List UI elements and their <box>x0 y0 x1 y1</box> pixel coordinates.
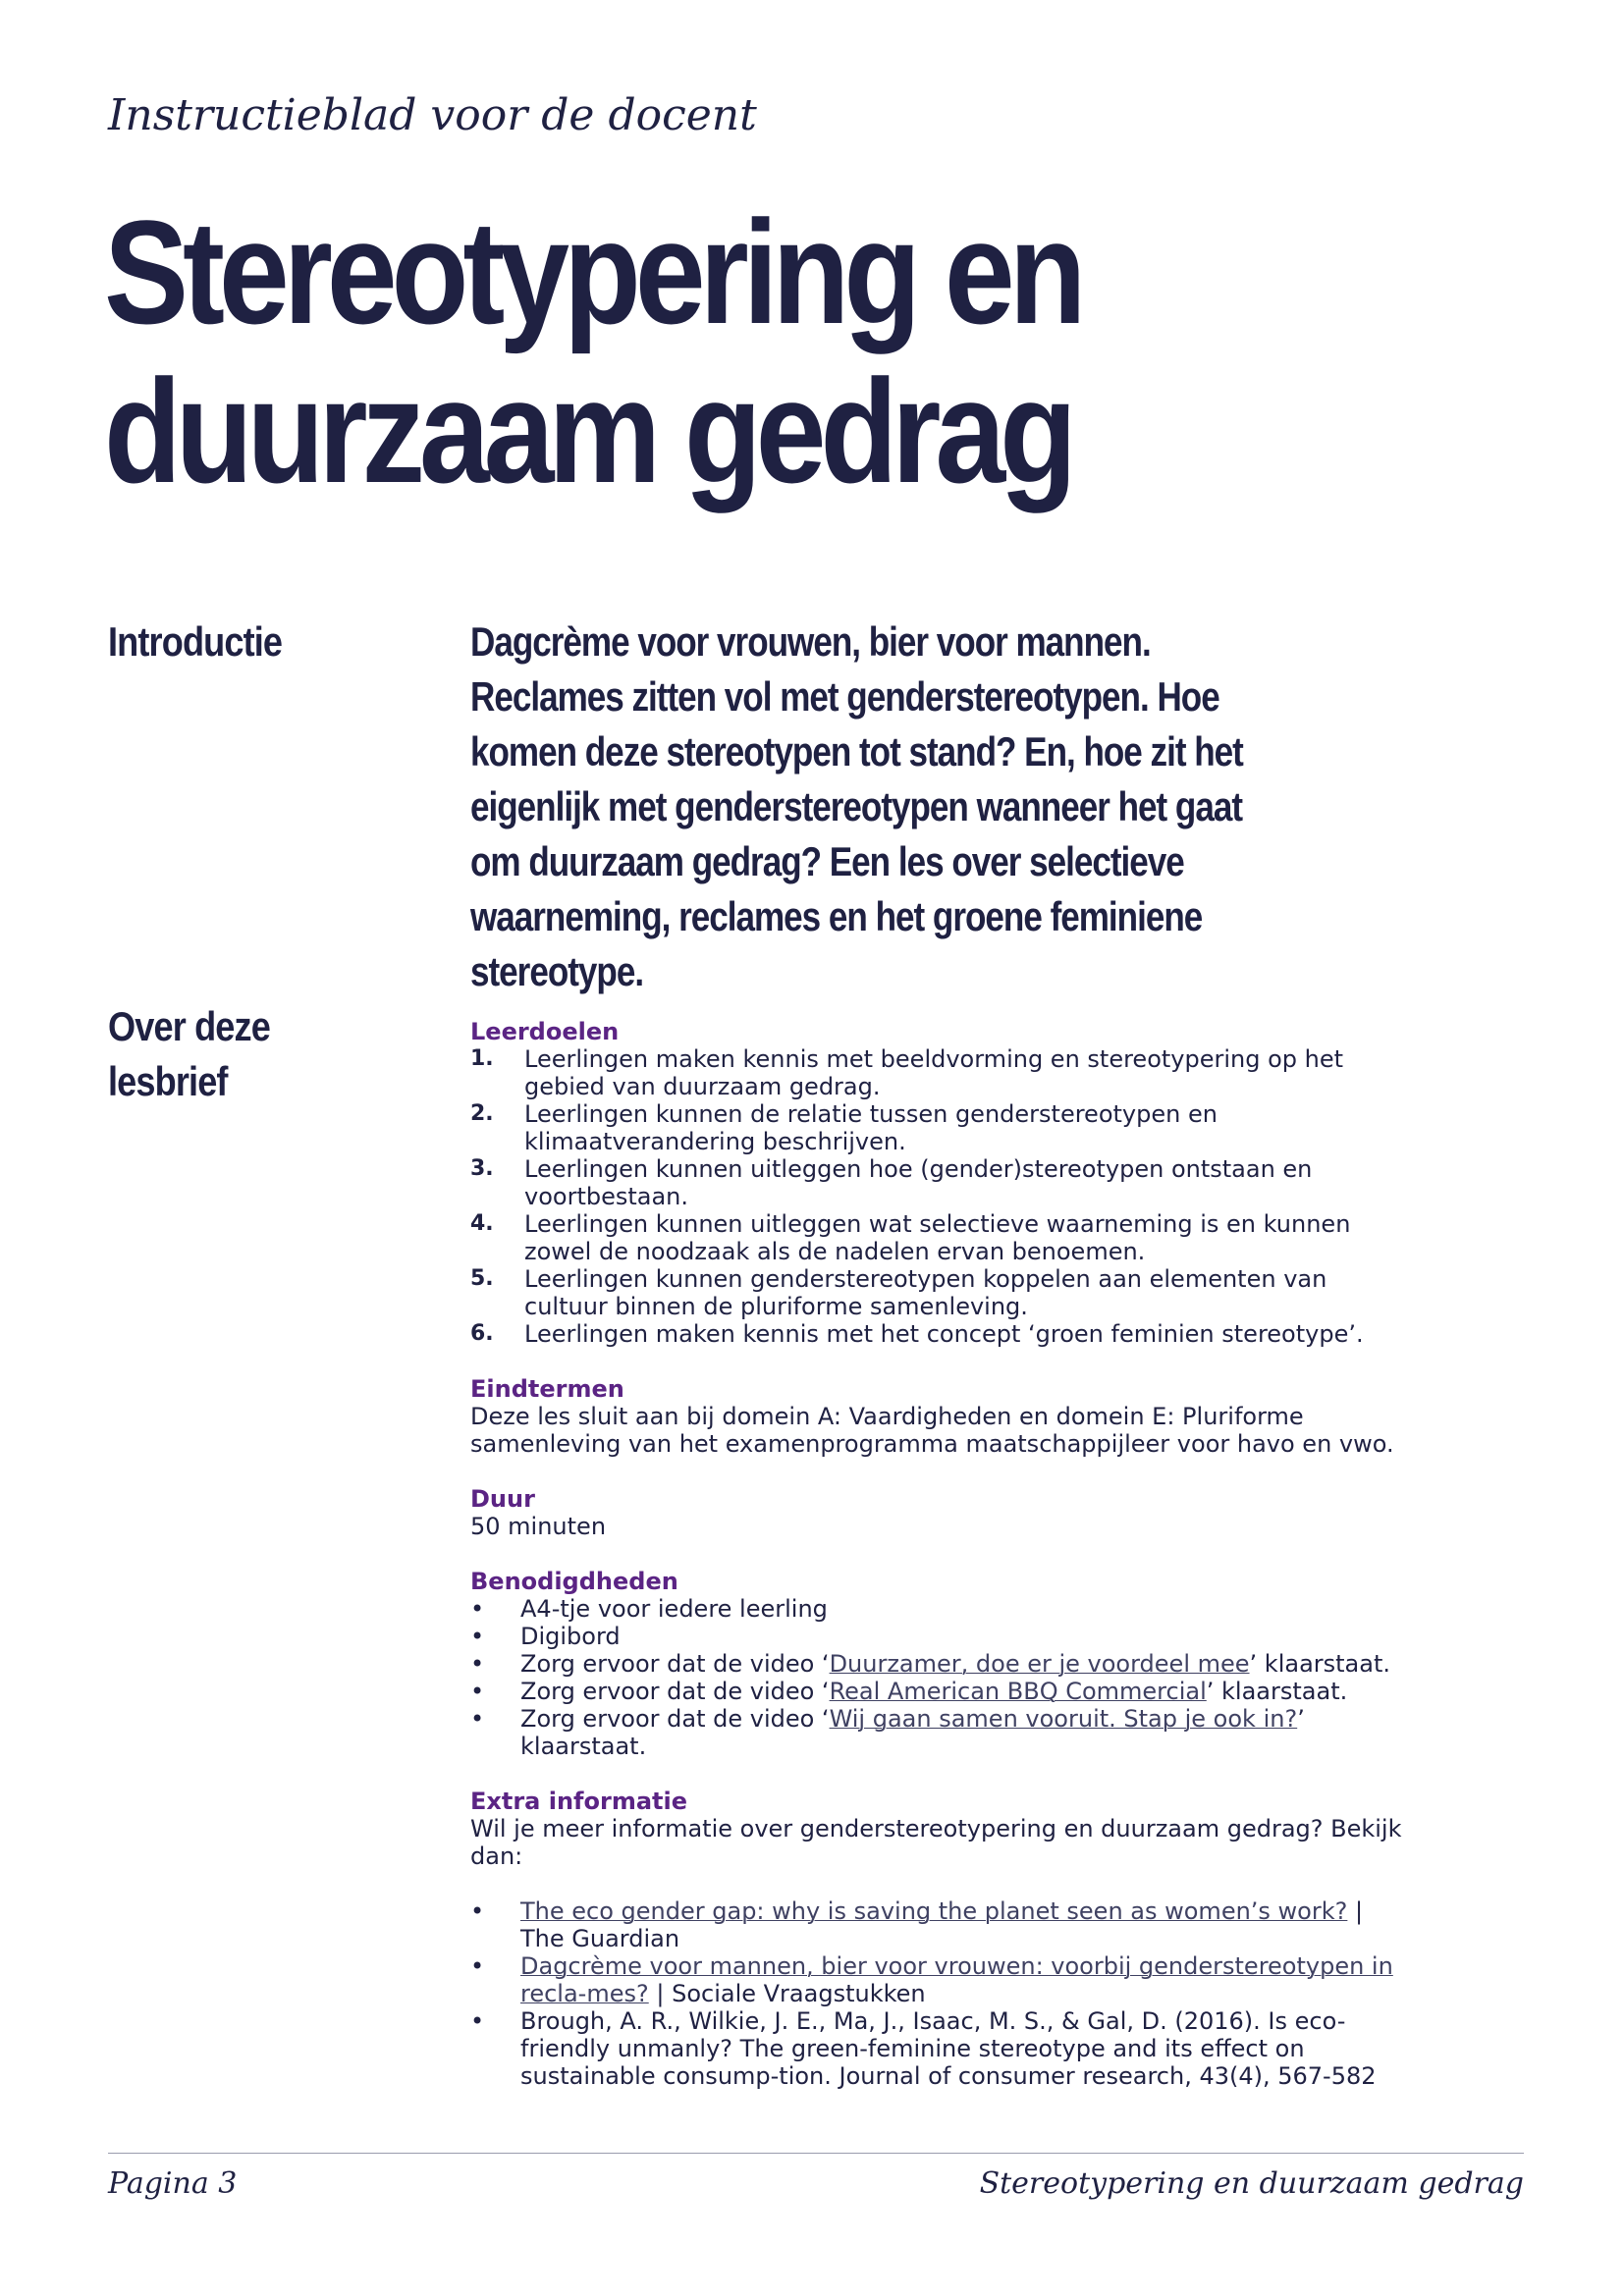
list-number: 3. <box>470 1156 494 1181</box>
list-item <box>470 1265 1413 1320</box>
intro-paragraph: Dagcrème voor vrouwen, bier voor mannen. Reclames zitten vol met genderstereotypen. Hoe komen deze stereotypen tot stand? En, hoe zit het eigenlijk met genderstereotypen wanneer het gaat om duurzaam gedrag? Een les over selectieve waarneming, reclames en het groene feminiene stereotype. <box>470 618 1243 994</box>
page-title: Stereotypering en duurzaam gedrag <box>104 189 1081 513</box>
list-item <box>470 1595 1413 1623</box>
list-item <box>470 1155 1413 1210</box>
bullet-icon: • <box>470 1678 485 1705</box>
extra-info-heading: Extra informatie <box>470 1788 687 1815</box>
list-item-text-after: | Sociale Vraagstukken <box>648 1980 926 2007</box>
learning-goals-heading: Leerdoelen <box>470 1018 620 1045</box>
list-item-text: Leerlingen kunnen de relatie tussen genderstereotypen en klimaatverandering beschrijven. <box>524 1100 1218 1155</box>
list-number: 6. <box>470 1321 494 1346</box>
learning-goals-list <box>470 1045 1413 1348</box>
end-terms-heading: Eindtermen <box>470 1375 624 1403</box>
bullet-icon: • <box>470 2007 485 2035</box>
bullet-icon: • <box>470 1623 485 1650</box>
bullet-icon: • <box>470 1897 485 1925</box>
duration-heading: Duur <box>470 1485 535 1513</box>
extra-info-list <box>470 1897 1413 2090</box>
requirements-list <box>470 1595 1413 1760</box>
list-item-text-after: ’ klaarstaat. <box>1206 1678 1348 1705</box>
list-item <box>470 1650 1413 1678</box>
bullet-icon: • <box>470 1705 485 1733</box>
video-link-samen-vooruit[interactable]: Wij gaan samen vooruit. Stap je ook in? <box>829 1705 1298 1733</box>
citation-text: Brough, A. R., Wilkie, J. E., Ma, J., Isaac, M. S., & Gal, D. (2016). Is eco-friendly unmanly? The green-feminine stereotype and its effect on sustainable consump-tion. Journal of consumer research, 43(4), 567-582 <box>520 2007 1377 2090</box>
video-link-bbq-commercial[interactable]: Real American BBQ Commercial <box>829 1678 1207 1705</box>
bullet-icon: • <box>470 1952 485 1980</box>
list-item-text: Leerlingen kunnen uitleggen hoe (gender)stereotypen ontstaan en voortbestaan. <box>524 1155 1313 1210</box>
list-item-text: A4-tje voor iedere leerling <box>520 1595 828 1623</box>
duration-text: 50 minuten <box>470 1513 607 1540</box>
extra-info-text: Wil je meer informatie over genderstereotypering en duurzaam gedrag? Bekijk dan: <box>470 1815 1402 1870</box>
list-item <box>470 1210 1413 1265</box>
list-item-text-before: Zorg ervoor dat de video ‘ <box>520 1705 830 1733</box>
list-item <box>470 1100 1413 1155</box>
list-item <box>470 1952 1413 2007</box>
article-link-sociale-vraagstukken[interactable]: Dagcrème voor mannen, bier voor vrouwen: voorbij genderstereotypen in recla-mes? <box>520 1952 1393 2007</box>
list-item <box>470 2007 1413 2090</box>
list-number: 5. <box>470 1266 494 1291</box>
list-item-text: Leerlingen maken kennis met het concept ‘groen feminien stereotype’. <box>524 1320 1364 1348</box>
section-label-over-deze-lesbrief: Over deze lesbrief <box>108 1003 270 1104</box>
list-item-text: Leerlingen kunnen uitleggen wat selectieve waarneming is en kunnen zowel de noodzaak als de nadelen ervan benoemen. <box>524 1210 1351 1265</box>
bullet-icon: • <box>470 1595 485 1623</box>
page-number: Pagina 3 <box>108 2166 238 2201</box>
list-number: 1. <box>470 1046 494 1071</box>
list-item-text: Leerlingen kunnen genderstereotypen koppelen aan elementen van cultuur binnen de pluriforme samenleving. <box>524 1265 1327 1320</box>
list-item-text: Leerlingen maken kennis met beeldvorming en stereotypering op het gebied van duurzaam gedrag. <box>524 1045 1344 1100</box>
list-item-text-after: ’ klaarstaat. <box>1249 1650 1391 1678</box>
list-item-text: Digibord <box>520 1623 621 1650</box>
list-item-text-before: Zorg ervoor dat de video ‘ <box>520 1650 830 1678</box>
list-item-text-after: | The Guardian <box>520 1897 1364 1952</box>
lesson-details <box>470 1018 1413 2090</box>
list-item <box>470 1678 1413 1705</box>
end-terms-text: Deze les sluit aan bij domein A: Vaardigheden en domein E: Pluriforme samenleving van het examenprogramma maatschappijleer voor havo en vwo. <box>470 1403 1394 1458</box>
section-label-introductie: Introductie <box>108 618 283 665</box>
list-item <box>470 1320 1413 1348</box>
requirements-heading: Benodigdheden <box>470 1568 678 1595</box>
document-subtitle: Instructieblad voor de docent <box>108 90 757 140</box>
article-link-guardian[interactable]: The eco gender gap: why is saving the planet seen as women’s work? <box>520 1897 1348 1925</box>
footer-divider <box>108 2153 1524 2154</box>
video-link-duurzamer[interactable]: Duurzamer, doe er je voordeel mee <box>829 1650 1250 1678</box>
list-item <box>470 1897 1413 1952</box>
footer-title: Stereotypering en duurzaam gedrag <box>979 2166 1524 2201</box>
list-number: 2. <box>470 1101 494 1126</box>
list-item-text-after: ’ klaarstaat. <box>520 1705 1305 1760</box>
bullet-icon: • <box>470 1650 485 1678</box>
list-item <box>470 1045 1413 1100</box>
list-number: 4. <box>470 1211 494 1236</box>
list-item <box>470 1705 1413 1760</box>
list-item-text-before: Zorg ervoor dat de video ‘ <box>520 1678 830 1705</box>
list-item <box>470 1623 1413 1650</box>
